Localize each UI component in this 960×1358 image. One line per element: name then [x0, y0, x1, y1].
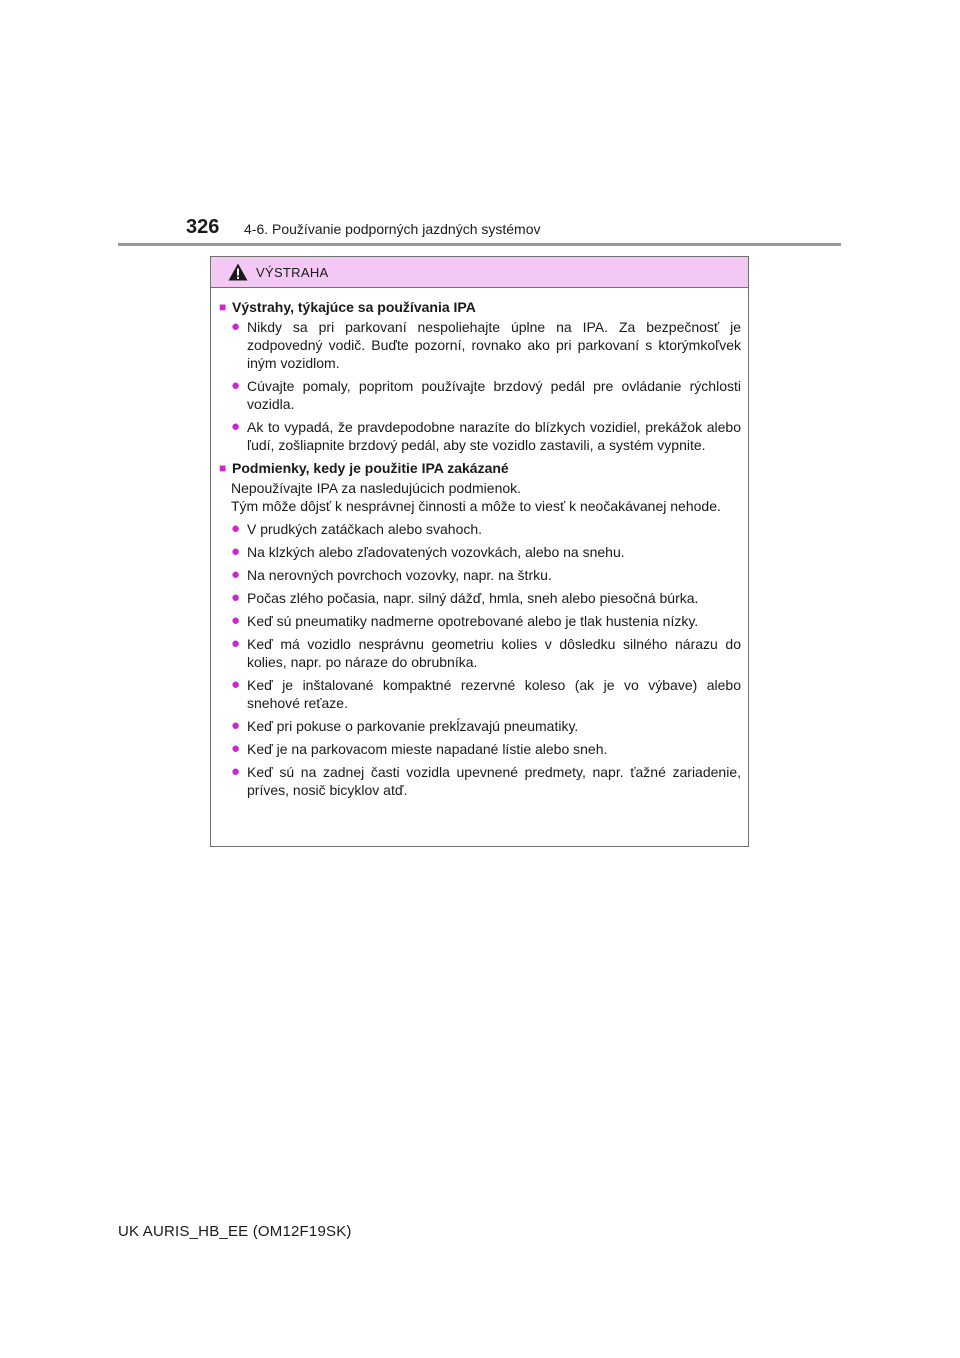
list-item: ● Keď je na parkovacom mieste napadané lístie alebo sneh.: [231, 740, 608, 757]
list-item: ● Keď je inštalované kompaktné rezervné koleso (ak je vo výbave) alebo snehové reťaze.: [231, 676, 741, 711]
warning-box: [210, 256, 749, 847]
bullet-dot-icon: ●: [231, 676, 241, 693]
bullet-dot-icon: ●: [231, 318, 241, 335]
list-item: ● Cúvajte pomaly, popritom používajte brzdový pedál pre ovládanie rýchlosti vozidla.: [231, 377, 741, 412]
bullet-dot-icon: ●: [231, 612, 241, 629]
bullet-dot-icon: ●: [231, 717, 241, 734]
section-heading-text: Podmienky, kedy je použitie IPA zakázané: [232, 460, 509, 476]
list-item: ● Počas zlého počasia, napr. silný dážď, hmla, sneh alebo piesočná búrka.: [231, 589, 699, 606]
bullet-dot-icon: ●: [231, 377, 241, 394]
header-divider: [118, 243, 841, 246]
warning-body: [211, 288, 748, 799]
bullet-dot-icon: ●: [231, 566, 241, 583]
bullet-dot-icon: ●: [231, 635, 241, 652]
section-heading: [219, 298, 741, 316]
square-bullet-icon: ■: [219, 461, 227, 475]
footer-model-code: UK AURIS_HB_EE (OM12F19SK): [118, 1223, 352, 1240]
bullet-dot-icon: ●: [231, 543, 241, 560]
warning-label: VÝSTRAHA: [256, 264, 329, 280]
page-number: 326: [186, 216, 220, 238]
square-bullet-icon: ■: [219, 300, 227, 314]
list-item: ● Ak to vypadá, že pravdepodobne narazíte do blízkych vozidiel, prekážok alebo ľudí, zošliapnite brzdový pedál, aby ste vozidlo zastavili, a systém vypnite.: [231, 418, 741, 453]
warning-triangle-icon: [228, 263, 248, 281]
bullet-dot-icon: ●: [231, 589, 241, 606]
bullet-dot-icon: ●: [231, 418, 241, 435]
list-item: ● Keď má vozidlo nesprávnu geometriu kolies v dôsledku silného nárazu do kolies, napr. po náraze do obrubníka.: [231, 635, 741, 670]
bullet-dot-icon: ●: [231, 520, 241, 537]
section-heading-text: Výstrahy, týkajúce sa používania IPA: [232, 299, 476, 315]
bullet-dot-icon: ●: [231, 740, 241, 757]
list-item: ● V prudkých zatáčkach alebo svahoch.: [231, 520, 483, 537]
list-item: ● Na klzkých alebo zľadovatených vozovkách, alebo na snehu.: [231, 543, 625, 560]
list-item: ● Nikdy sa pri parkovaní nespoliehajte úplne na IPA. Za bezpečnosť je zodpovedný vodič. Buďte pozorní, rovnako ako pri parkovaní s ktorýmkoľvek iným vozidlom.: [231, 318, 741, 371]
list-item: ● Keď pri pokuse o parkovanie prekĺzavajú pneumatiky.: [231, 717, 579, 734]
section-heading: [219, 459, 741, 477]
list-item: ● Na nerovných povrchoch vozovky, napr. na štrku.: [231, 566, 552, 583]
list-item: ● Keď sú pneumatiky nadmerne opotrebované alebo je tlak hustenia nízky.: [231, 612, 699, 629]
bullet-dot-icon: ●: [231, 763, 241, 780]
section-title: 4-6. Používanie podporných jazdných systémov: [244, 221, 541, 237]
intro-paragraph: Nepoužívajte IPA za nasledujúcich podmienok. Tým môže dôjsť k nesprávnej činnosti a môže to viesť k neočakávanej nehode.: [231, 480, 721, 514]
list-item: ● Keď sú na zadnej časti vozidla upevnené predmety, napr. ťažné zariadenie, príves, nosič bicyklov atď.: [231, 763, 741, 798]
warning-header: [211, 257, 748, 288]
